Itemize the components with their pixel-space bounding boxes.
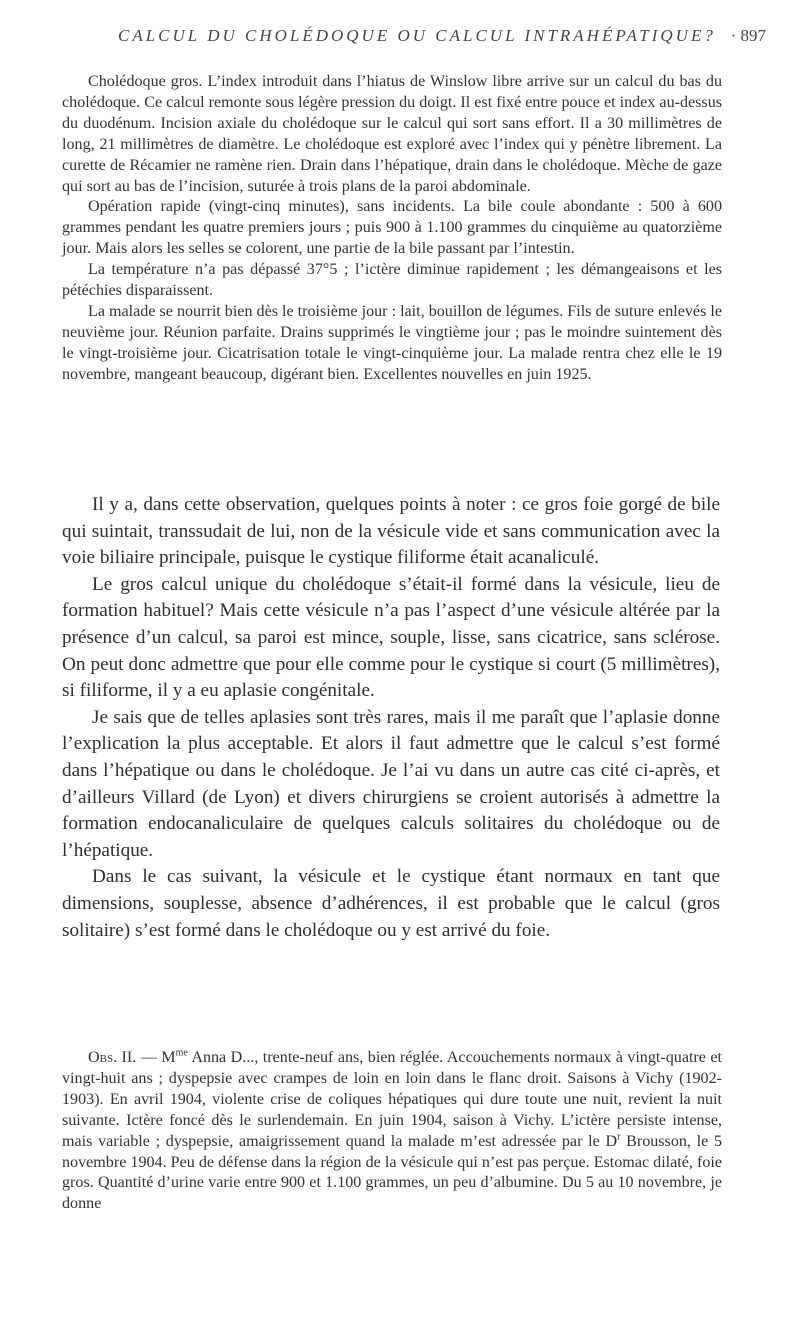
obs-dash: — M — [136, 1049, 176, 1066]
paragraph: La température n’a pas dépassé 37°5 ; l’ictère diminue rapidement ; les démangeaisons et les pétéchies disparaissent. — [62, 261, 722, 300]
running-header — [60, 26, 766, 52]
page-number: · 897 — [730, 26, 766, 45]
obs-label: Obs. II. — [88, 1049, 137, 1066]
observation-2 — [62, 1048, 722, 1215]
obs-text-2: Brousson, le 5 novembre 1904. Peu de défense dans la région de la vésicule qui n’est pas perçue. Estomac dilaté, foie gros. Quantité d’urine varie entre 900 et 1.100 grammes, un peu d’albumine. Du 5 au 10 novembre, je donne — [62, 1132, 723, 1213]
paragraph — [62, 1048, 722, 1215]
paragraph: Il y a, dans cette observation, quelques points à noter : ce gros foie gorgé de bile qui suintait, transsudait de lui, non de la vésicule vide et sans communication avec la voie biliaire principale, puisque le cystique filiforme était acanaliculé. — [62, 494, 720, 569]
commentary — [62, 492, 720, 944]
dr-sup: r — [617, 1131, 621, 1143]
paragraph: La malade se nourrit bien dès le troisième jour : lait, bouillon de légumes. Fils de suture enlevés le neuvième jour. Réunion parfaite. Drains supprimés le vingtième jour ; pas le moindre suintement dès le vingt-troisième jour. Cicatrisation totale le vingt-cinquième jour. La malade rentra chez elle le 19 novembre, mangeant beaucoup, digérant bien. Excellentes nouvelles en juin 1925. — [62, 302, 722, 383]
paragraph: Dans le cas suivant, la vésicule et le cystique étant normaux en tant que dimensions, souplesse, absence d’adhérences, il est probable que le calcul (gros solitaire) s’est formé dans le cholédoque ou y est arrivé du foie. — [62, 866, 720, 941]
paragraph: Opération rapide (vingt-cinq minutes), sans incidents. La bile coule abondante : 500 à 600 grammes pendant les quatre premiers jours ; puis 900 à 1.100 grammes du cinquième au quatorzième jour. Mais alors les selles se colorent, une partie de la bile passant par l’intestin. — [62, 198, 722, 258]
observation-continuation — [62, 72, 722, 386]
obs-text: Anna D..., trente-neuf ans, bien réglée. Accouchements normaux à vingt-quatre et vingt-huit ans ; dyspepsie avec crampes de loin en loin dans le flanc droit. Saisons à Vichy (1902-1903). En avril 1904, violente crise de coliques hépatiques qui dure toute une nuit, revient la nuit suivante. Ictère foncé dès le surlendemain. En juin 1904, saison à Vichy. L’ictère persiste intense, mais variable ; dyspepsie, amaigrissement quand la malade m’est adressée par le D — [62, 1049, 722, 1150]
obs-sup: me — [175, 1047, 188, 1059]
paragraph: Je sais que de telles aplasies sont très rares, mais il me paraît que l’aplasie donne l’explication la plus acceptable. Et alors il faut admettre que le calcul s’est formé dans l’hépatique ou dans le cholédoque. Je l’ai vu dans un autre cas cité ci-après, et d’ailleurs Villard (de Lyon) et divers chirurgiens se croient autorisés à admettre la formation endocanaliculaire de quelques calculs solitaires du cholédoque ou de l’hépatique. — [62, 706, 720, 861]
paragraph: Le gros calcul unique du cholédoque s’était-il formé dans la vésicule, lieu de formation habituel? Mais cette vésicule n’a pas l’aspect d’une vésicule altérée par la présence d’un calcul, sa paroi est mince, souple, lisse, sans cicatrice, sans sclérose. On peut donc admettre que pour elle comme pour le cystique si court (5 millimètres), si filiforme, il y a eu aplasie congénitale. — [62, 573, 720, 702]
paragraph: Cholédoque gros. L’index introduit dans l’hiatus de Winslow libre arrive sur un calcul du bas du cholédoque. Ce calcul remonte sous légère pression du doigt. Il est fixé entre pouce et index au-dessus du duodénum. Incision axiale du cholédoque sur le calcul qui sort sans effort. Il a 30 millimètres de long, 21 millimètres de diamètre. Le cholédoque est exploré avec l’index qui y pénètre librement. La curette de Récamier ne ramène rien. Drain dans l’hépatique, drain dans le cholédoque. Mèche de gaze qui sort au bas de l’incision, suturée à trois plans de la paroi abdominale. — [62, 73, 722, 195]
running-title: CALCUL DU CHOLÉDOQUE OU CALCUL INTRAHÉPATIQUE? — [118, 26, 716, 45]
